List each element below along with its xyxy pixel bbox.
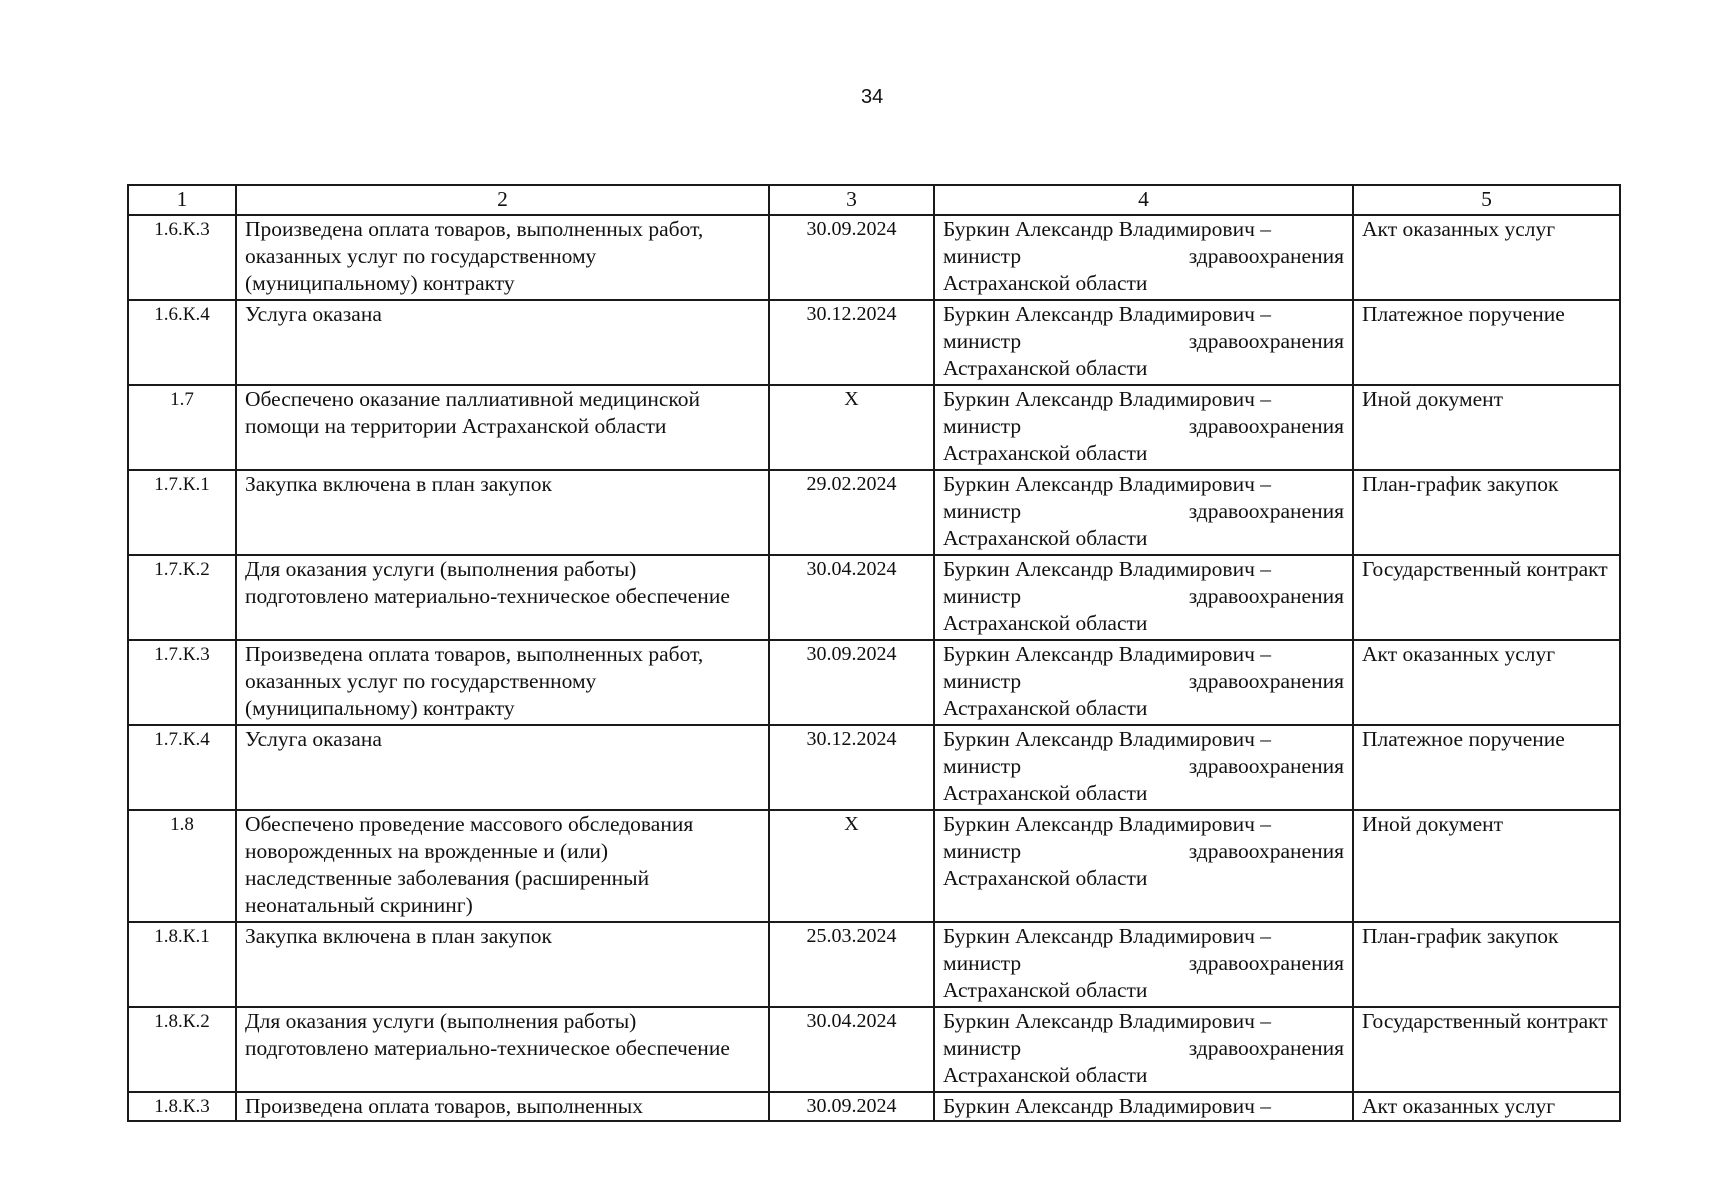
due-date: 30.12.2024 (769, 725, 934, 810)
control-points-table (127, 184, 1621, 1122)
responsible-name: Буркин Александр Владимирович – (943, 727, 1272, 751)
responsible-region: Астраханской области (943, 271, 1148, 295)
result-text: Произведена оплата товаров, выполненных (236, 1092, 769, 1121)
result-text: Услуга оказана (236, 725, 769, 810)
due-date: Х (769, 385, 934, 470)
responsible-region: Астраханской области (943, 356, 1148, 380)
responsible-region: Астраханской области (943, 1063, 1148, 1087)
responsible-name: Буркин Александр Владимирович – (943, 217, 1272, 241)
table-header-row (128, 185, 1620, 215)
document-type: План-график закупок (1353, 922, 1620, 1007)
responsible-position-area: здравоохранения (1188, 754, 1344, 778)
result-text: Закупка включена в план закупок (236, 470, 769, 555)
document-type: План-график закупок (1353, 470, 1620, 555)
table-row (128, 640, 1620, 725)
result-text: Услуга оказана (236, 300, 769, 385)
responsible-region: Астраханской области (943, 866, 1148, 890)
item-number: 1.8.К.3 (128, 1092, 236, 1121)
table-row (128, 385, 1620, 470)
item-number: 1.7 (128, 385, 236, 470)
item-number: 1.8.К.1 (128, 922, 236, 1007)
responsible-position: министр (943, 754, 1022, 778)
responsible-position: министр (943, 499, 1022, 523)
result-text: Обеспечено проведение массового обследования новорожденных на врожденные и (или) наследственные заболевания (расширенный неонатальный скрининг) (236, 810, 769, 922)
responsible-position: министр (943, 1036, 1022, 1060)
due-date: 25.03.2024 (769, 922, 934, 1007)
item-number: 1.7.К.4 (128, 725, 236, 810)
responsible-region: Астраханской области (943, 441, 1148, 465)
responsible-name: Буркин Александр Владимирович – (943, 924, 1272, 948)
column-header: 5 (1353, 185, 1620, 215)
column-header: 1 (128, 185, 236, 215)
responsible-name: Буркин Александр Владимирович – (943, 642, 1272, 666)
table-row (128, 300, 1620, 385)
table-row (128, 1007, 1620, 1092)
responsible-person (934, 1007, 1353, 1092)
responsible-region: Астраханской области (943, 696, 1148, 720)
responsible-region: Астраханской области (943, 611, 1148, 635)
responsible-position-area: здравоохранения (1188, 951, 1344, 975)
responsible-person (934, 555, 1353, 640)
responsible-position-area: здравоохранения (1188, 839, 1344, 863)
responsible-position-area: здравоохранения (1188, 329, 1344, 353)
table-row (128, 1092, 1620, 1121)
responsible-person (934, 810, 1353, 922)
due-date: 30.04.2024 (769, 1007, 934, 1092)
responsible-position: министр (943, 244, 1022, 268)
due-date: 30.09.2024 (769, 1092, 934, 1121)
responsible-person (934, 640, 1353, 725)
document-type: Иной документ (1353, 385, 1620, 470)
due-date: 30.12.2024 (769, 300, 934, 385)
item-number: 1.7.К.1 (128, 470, 236, 555)
result-text: Произведена оплата товаров, выполненных работ, оказанных услуг по государственному (муниципальному) контракту (236, 215, 769, 300)
item-number: 1.7.К.3 (128, 640, 236, 725)
responsible-position-area: здравоохранения (1188, 414, 1344, 438)
responsible-position-area: здравоохранения (1188, 244, 1344, 268)
table-row (128, 725, 1620, 810)
responsible-person (934, 1092, 1353, 1121)
responsible-name: Буркин Александр Владимирович – (943, 472, 1272, 496)
item-number: 1.6.К.4 (128, 300, 236, 385)
result-text: Обеспечено оказание паллиативной медицинской помощи на территории Астраханской области (236, 385, 769, 470)
document-type: Иной документ (1353, 810, 1620, 922)
due-date: Х (769, 810, 934, 922)
due-date: 29.02.2024 (769, 470, 934, 555)
responsible-person (934, 470, 1353, 555)
responsible-person (934, 725, 1353, 810)
result-text: Для оказания услуги (выполнения работы) подготовлено материально-техническое обеспечение (236, 555, 769, 640)
responsible-region: Астраханской области (943, 978, 1148, 1002)
responsible-person (934, 385, 1353, 470)
item-number: 1.8 (128, 810, 236, 922)
result-text: Для оказания услуги (выполнения работы) подготовлено материально-техническое обеспечение (236, 1007, 769, 1092)
document-type: Государственный контракт (1353, 555, 1620, 640)
table-row (128, 922, 1620, 1007)
document-type: Акт оказанных услуг (1353, 215, 1620, 300)
result-text: Закупка включена в план закупок (236, 922, 769, 1007)
document-type: Акт оказанных услуг (1353, 640, 1620, 725)
responsible-region: Астраханской области (943, 781, 1148, 805)
responsible-person (934, 922, 1353, 1007)
document-type: Платежное поручение (1353, 300, 1620, 385)
page-number: 34 (861, 86, 884, 108)
column-header: 2 (236, 185, 769, 215)
responsible-position: министр (943, 329, 1022, 353)
table-row (128, 470, 1620, 555)
table-row (128, 555, 1620, 640)
item-number: 1.8.К.2 (128, 1007, 236, 1092)
document-type: Государственный контракт (1353, 1007, 1620, 1092)
responsible-position: министр (943, 584, 1022, 608)
responsible-position-area: здравоохранения (1188, 1036, 1344, 1060)
responsible-position-area: здравоохранения (1188, 669, 1344, 693)
item-number: 1.7.К.2 (128, 555, 236, 640)
responsible-region: Астраханской области (943, 526, 1148, 550)
due-date: 30.09.2024 (769, 215, 934, 300)
responsible-person (934, 215, 1353, 300)
column-header: 3 (769, 185, 934, 215)
responsible-name: Буркин Александр Владимирович – (943, 812, 1272, 836)
table-row (128, 810, 1620, 922)
document-type: Платежное поручение (1353, 725, 1620, 810)
responsible-name: Буркин Александр Владимирович – (943, 557, 1272, 581)
responsible-position: министр (943, 839, 1022, 863)
responsible-name: Буркин Александр Владимирович – (943, 1009, 1272, 1033)
responsible-position: министр (943, 951, 1022, 975)
responsible-position: министр (943, 669, 1022, 693)
column-header: 4 (934, 185, 1353, 215)
item-number: 1.6.К.3 (128, 215, 236, 300)
responsible-name: Буркин Александр Владимирович – (943, 1094, 1272, 1118)
result-text: Произведена оплата товаров, выполненных работ, оказанных услуг по государственному (муниципальному) контракту (236, 640, 769, 725)
document-type: Акт оказанных услуг (1353, 1092, 1620, 1121)
responsible-position-area: здравоохранения (1188, 584, 1344, 608)
responsible-position-area: здравоохранения (1188, 499, 1344, 523)
responsible-name: Буркин Александр Владимирович – (943, 387, 1272, 411)
responsible-position: министр (943, 414, 1022, 438)
due-date: 30.09.2024 (769, 640, 934, 725)
responsible-person (934, 300, 1353, 385)
due-date: 30.04.2024 (769, 555, 934, 640)
table-row (128, 215, 1620, 300)
responsible-name: Буркин Александр Владимирович – (943, 302, 1272, 326)
